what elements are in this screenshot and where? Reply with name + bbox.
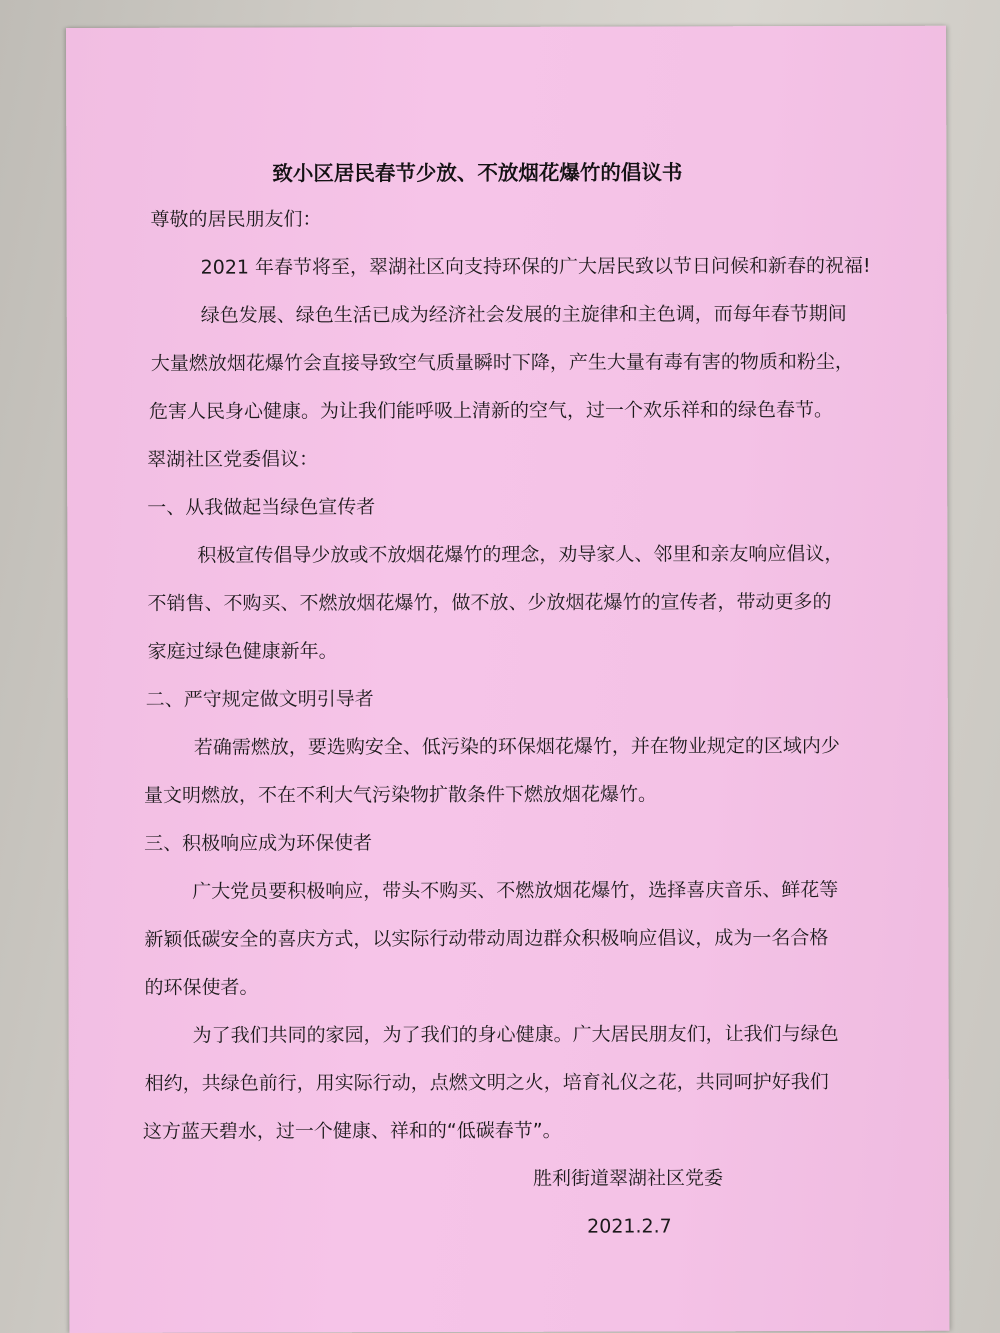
paragraph-line: 新颖低碳安全的喜庆方式，以实际行动带动周边群众积极响应倡议，成为一名合格 [144, 927, 829, 951]
paragraph-line: 的环保使者。 [144, 976, 259, 999]
paragraph-line: 翠湖社区党委倡议： [147, 448, 319, 471]
paragraph-line: 为了我们共同的家园，为了我们的身心健康。广大居民朋友们，让我们与绿色 [192, 1022, 839, 1047]
paragraph-line: 大量燃放烟花爆竹会直接导致空气质量瞬时下降，产生大量有毒有害的物质和粉尘， [150, 350, 854, 375]
paragraph-line: 家庭过绿色健康新年。 [147, 640, 338, 663]
section-heading-1: 一、从我做起当绿色宣传者 [147, 496, 376, 519]
paragraph-line: 广大党员要积极响应，带头不购买、不燃放烟花爆竹，选择喜庆音乐、鲜花等 [192, 878, 839, 903]
date: 2021.2.7 [587, 1215, 672, 1238]
paragraph-line: 危害人民身心健康。为让我们能呼吸上清新的空气，过一个欢乐祥和的绿色春节。 [148, 398, 834, 423]
paragraph-line: 不销售、不购买、不燃放烟花爆竹，做不放、少放烟花爆竹的宣传者，带动更多的 [147, 590, 832, 615]
signature: 胜利街道翠湖社区党委 [532, 1167, 724, 1190]
paragraph-line: 量文明燃放，不在不利大气污染物扩散条件下燃放烟花爆竹。 [143, 783, 658, 807]
paragraph-line: 这方蓝天碧水，过一个健康、祥和的“低碳春节”。 [142, 1119, 562, 1143]
flyer-paper [66, 26, 949, 1333]
paragraph-line: 若确需燃放，要选购安全、低污染的环保烟花爆竹，并在物业规定的区域内少 [193, 734, 840, 759]
paragraph-line: 绿色发展、绿色生活已成为经济社会发展的主旋律和主色调，而每年春节期间 [200, 302, 847, 327]
paragraph-intro: 2021 年春节将至，翠湖社区向支持环保的广大居民致以节日问候和新春的祝福! [200, 254, 871, 279]
paragraph-line: 积极宣传倡导少放或不放烟花爆竹的理念，劝导家人、邻里和亲友响应倡议， [197, 542, 844, 567]
salutation: 尊敬的居民朋友们： [150, 208, 322, 231]
section-heading-3: 三、积极响应成为环保使者 [144, 832, 373, 855]
paragraph-line: 相约，共绿色前行，用实际行动，点燃文明之火，培育礼仪之花，共同呵护好我们 [144, 1071, 829, 1095]
section-heading-2: 二、严守规定做文明引导者 [145, 688, 374, 711]
document-title: 致小区居民春节少放、不放烟花爆竹的倡议书 [272, 160, 683, 186]
